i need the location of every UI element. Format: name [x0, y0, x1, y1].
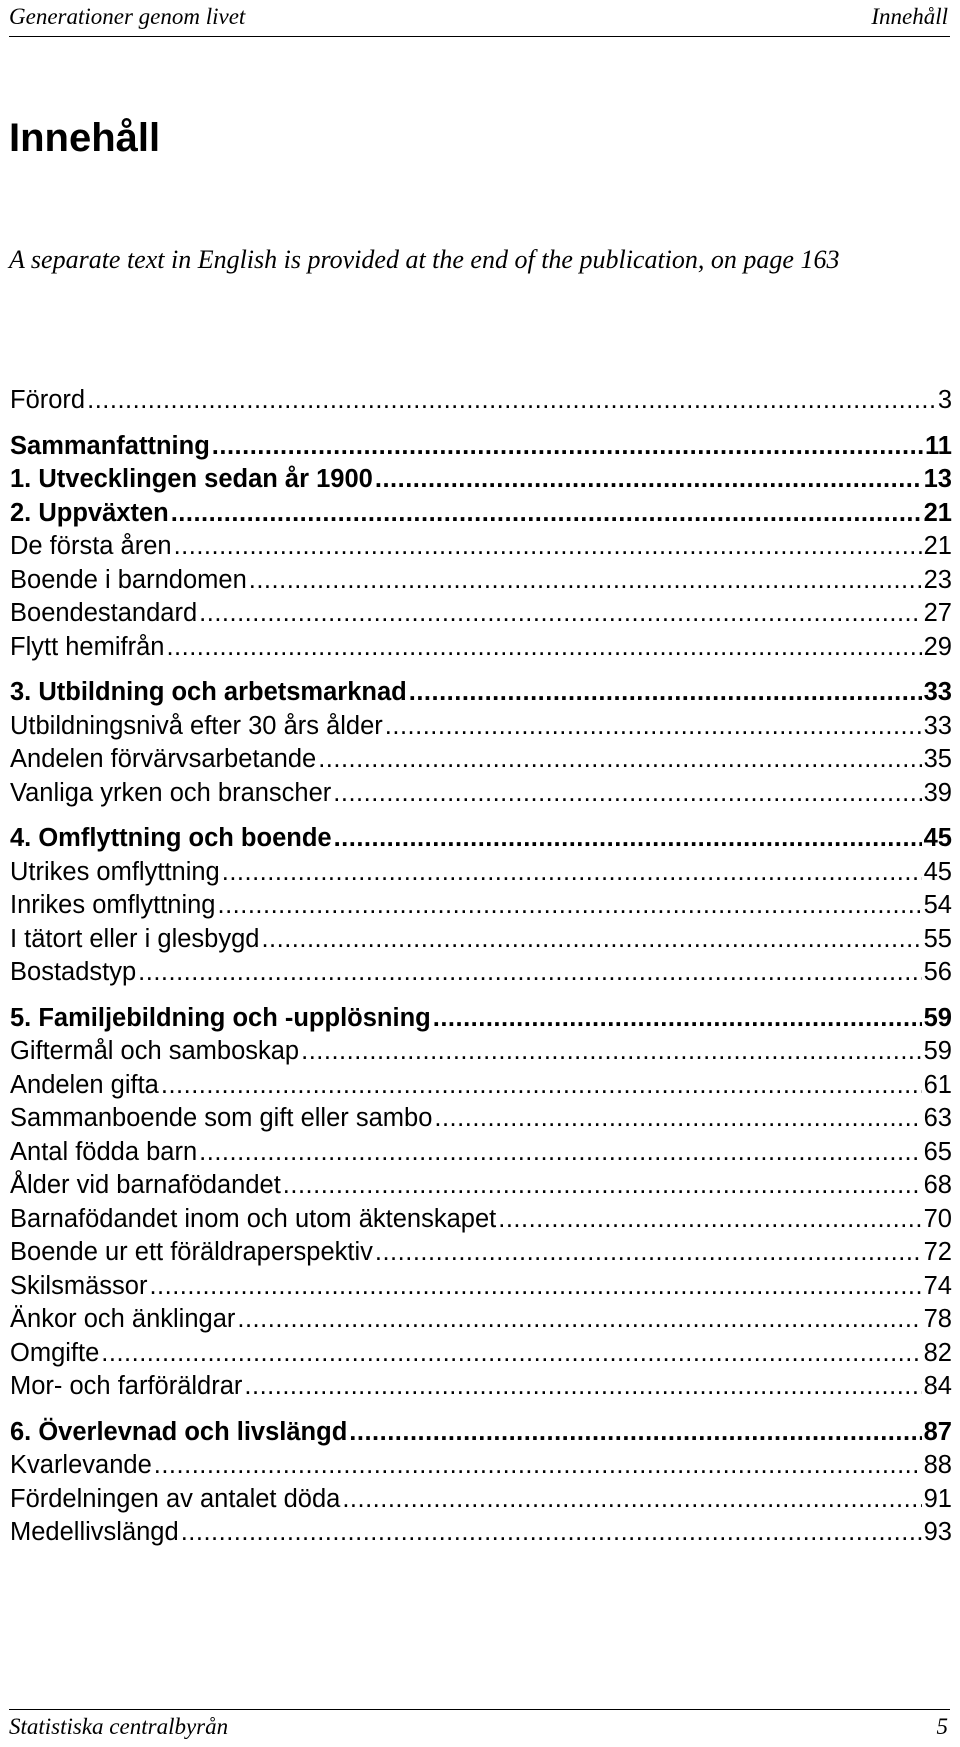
page-footer [9, 1709, 950, 1747]
toc-entry-page: 74 [923, 1271, 952, 1300]
english-text-note: A separate text in English is provided at the end of the publication, on page 163 [9, 245, 840, 274]
toc-dot-leader [409, 676, 922, 710]
toc-dot-leader [199, 1136, 921, 1170]
toc-entry-label: 1. Utvecklingen sedan år 1900 [10, 465, 373, 493]
toc-dot-leader [101, 1337, 921, 1371]
toc-entry-label: 2. Uppväxten [10, 498, 169, 527]
toc-entry-label: Vanliga yrken och branscher [10, 778, 332, 807]
toc-dot-leader [138, 956, 921, 990]
footer-publisher: Statistiska centralbyrån [9, 1714, 229, 1739]
toc-entry[interactable] [10, 384, 952, 418]
toc-dot-leader [222, 856, 922, 890]
page-header [9, 0, 950, 37]
toc-dot-leader [433, 1002, 922, 1036]
toc-entry-label: Boende ur ett föräldraperspektiv [10, 1238, 373, 1266]
toc-entry[interactable] [10, 1203, 952, 1237]
toc-entry-page: 33 [923, 711, 952, 740]
toc-entry-label: Flytt hemifrån [10, 632, 165, 661]
toc-entry-page: 21 [923, 498, 952, 527]
toc-chapter-entry[interactable] [10, 1416, 952, 1450]
toc-dot-leader [218, 889, 922, 923]
toc-chapter-entry[interactable] [10, 463, 952, 497]
toc-entry-page: 39 [923, 778, 952, 807]
toc-dot-leader [301, 1035, 922, 1069]
header-publication-title: Generationer genom livet [9, 4, 246, 29]
toc-entry[interactable] [10, 889, 952, 923]
toc-entry[interactable] [10, 1069, 952, 1103]
toc-chapter-entry[interactable] [10, 676, 952, 710]
toc-entry[interactable] [10, 1102, 952, 1136]
toc-entry-label: 6. Överlevnad och livslängd [10, 1417, 348, 1446]
toc-dot-leader [166, 631, 921, 665]
toc-entry[interactable] [10, 923, 952, 957]
toc-entry-page: 13 [923, 465, 952, 493]
toc-entry-page: 78 [923, 1305, 952, 1333]
toc-entry-page: 29 [923, 632, 952, 661]
toc-entry-label: Fördelningen av antalet döda [10, 1484, 341, 1513]
table-of-contents [10, 384, 952, 1550]
toc-dot-leader [318, 743, 921, 777]
toc-dot-leader [154, 1449, 922, 1483]
toc-entry-page: 33 [923, 678, 952, 706]
toc-dot-leader [171, 497, 922, 531]
toc-entry-label: Andelen förvärvsarbetande [10, 745, 317, 773]
toc-entry-page: 63 [923, 1104, 952, 1132]
toc-dot-leader [334, 822, 922, 856]
toc-entry-page: 70 [923, 1204, 952, 1233]
toc-entry-label: Omgifte [10, 1338, 100, 1367]
toc-entry-label: Boende i barndomen [10, 565, 247, 594]
toc-dot-leader [375, 463, 922, 497]
toc-entry-label: 3. Utbildning och arbetsmarknad [10, 678, 407, 706]
toc-entry[interactable] [10, 1270, 952, 1304]
toc-entry[interactable] [10, 777, 952, 811]
toc-entry-page: 59 [923, 1003, 952, 1032]
toc-dot-leader [498, 1203, 921, 1237]
toc-entry-label: Skilsmässor [10, 1271, 148, 1300]
toc-entry-page: 68 [923, 1171, 952, 1199]
toc-entry-page: 11 [925, 431, 952, 460]
toc-dot-leader [149, 1270, 921, 1304]
toc-entry-page: 82 [923, 1338, 952, 1367]
toc-entry[interactable] [10, 856, 952, 890]
toc-entry[interactable] [10, 1516, 952, 1550]
toc-entry-label: 4. Omflyttning och boende [10, 824, 332, 852]
toc-entry-label: Utbildningsnivå efter 30 års ålder [10, 711, 383, 740]
toc-entry-page: 23 [923, 565, 952, 594]
toc-dot-leader [174, 530, 922, 564]
toc-entry-label: Ålder vid barnafödandet [10, 1171, 281, 1199]
toc-entry-label: Antal födda barn [10, 1137, 198, 1166]
toc-entry-label: Bostadstyp [10, 958, 137, 986]
toc-entry-label: 5. Familjebildning och -upplösning [10, 1003, 431, 1032]
toc-dot-leader [212, 430, 923, 464]
toc-entry[interactable] [10, 1370, 952, 1404]
toc-entry[interactable] [10, 1169, 952, 1203]
toc-entry-page: 61 [923, 1070, 952, 1099]
toc-entry[interactable] [10, 597, 952, 631]
toc-entry[interactable] [10, 1449, 952, 1483]
toc-entry-page: 59 [923, 1037, 952, 1065]
toc-entry-page: 56 [923, 958, 952, 986]
header-section-title: Innehåll [871, 4, 948, 29]
toc-entry[interactable] [10, 1303, 952, 1337]
toc-entry[interactable] [10, 631, 952, 665]
toc-dot-leader [87, 384, 936, 418]
toc-entry[interactable] [10, 1136, 952, 1170]
toc-entry-page: 21 [923, 532, 952, 560]
toc-dot-leader [261, 923, 921, 957]
toc-entry-page: 88 [923, 1451, 952, 1479]
toc-dot-leader [333, 777, 921, 811]
footer-page-number: 5 [936, 1714, 948, 1739]
toc-entry-page: 87 [923, 1417, 952, 1446]
toc-dot-leader [249, 564, 922, 598]
toc-entry[interactable] [10, 564, 952, 598]
toc-entry-label: Giftermål och samboskap [10, 1037, 300, 1065]
toc-chapter-entry[interactable] [10, 1002, 952, 1036]
toc-entry-page: 3 [937, 386, 952, 414]
toc-dot-leader [342, 1483, 921, 1517]
toc-entry-label: De första åren [10, 532, 172, 560]
toc-entry-page: 84 [923, 1372, 952, 1400]
toc-dot-leader [375, 1236, 922, 1270]
toc-entry-page: 72 [923, 1238, 952, 1266]
toc-entry-label: Utrikes omflyttning [10, 857, 220, 886]
toc-dot-leader [237, 1303, 921, 1337]
toc-chapter-entry[interactable] [10, 497, 952, 531]
toc-entry[interactable] [10, 1483, 952, 1517]
toc-dot-leader [385, 710, 922, 744]
toc-entry[interactable] [10, 1236, 952, 1270]
toc-entry-label: Barnafödandet inom och utom äktenskapet [10, 1204, 497, 1233]
toc-entry-label: Sammanboende som gift eller sambo [10, 1104, 433, 1132]
toc-dot-leader [434, 1102, 921, 1136]
toc-dot-leader [199, 597, 921, 631]
toc-chapter-entry[interactable] [10, 430, 952, 464]
toc-entry-page: 93 [923, 1518, 952, 1546]
toc-entry[interactable] [10, 956, 952, 990]
page-title: Innehåll [9, 116, 161, 160]
toc-dot-leader [349, 1416, 921, 1450]
toc-entry-label: Boendestandard [10, 599, 198, 627]
toc-entry-page: 55 [923, 924, 952, 953]
toc-entry-page: 27 [923, 599, 952, 627]
toc-entry[interactable] [10, 1035, 952, 1069]
toc-dot-leader [181, 1516, 922, 1550]
toc-entry[interactable] [10, 1337, 952, 1371]
toc-entry-page: 45 [923, 824, 952, 852]
toc-dot-leader [283, 1169, 922, 1203]
toc-entry-page: 91 [923, 1484, 952, 1513]
toc-entry-label: Inrikes omflyttning [10, 891, 216, 919]
toc-entry[interactable] [10, 710, 952, 744]
toc-entry[interactable] [10, 530, 952, 564]
toc-entry-label: Andelen gifta [10, 1070, 159, 1099]
toc-entry-label: Sammanfattning [10, 431, 210, 460]
toc-entry-label: Medellivslängd [10, 1518, 179, 1546]
toc-entry[interactable] [10, 743, 952, 777]
toc-dot-leader [244, 1370, 921, 1404]
toc-entry-label: Mor- och farföräldrar [10, 1372, 243, 1400]
toc-dot-leader [161, 1069, 922, 1103]
toc-entry-label: Änkor och änklingar [10, 1305, 236, 1333]
toc-entry-page: 54 [923, 891, 952, 919]
toc-entry-page: 65 [923, 1137, 952, 1166]
toc-entry-page: 45 [923, 857, 952, 886]
toc-entry-label: I tätort eller i glesbygd [10, 924, 260, 953]
toc-chapter-entry[interactable] [10, 822, 952, 856]
toc-entry-page: 35 [923, 745, 952, 773]
toc-entry-label: Förord [10, 386, 86, 414]
toc-entry-label: Kvarlevande [10, 1451, 152, 1479]
